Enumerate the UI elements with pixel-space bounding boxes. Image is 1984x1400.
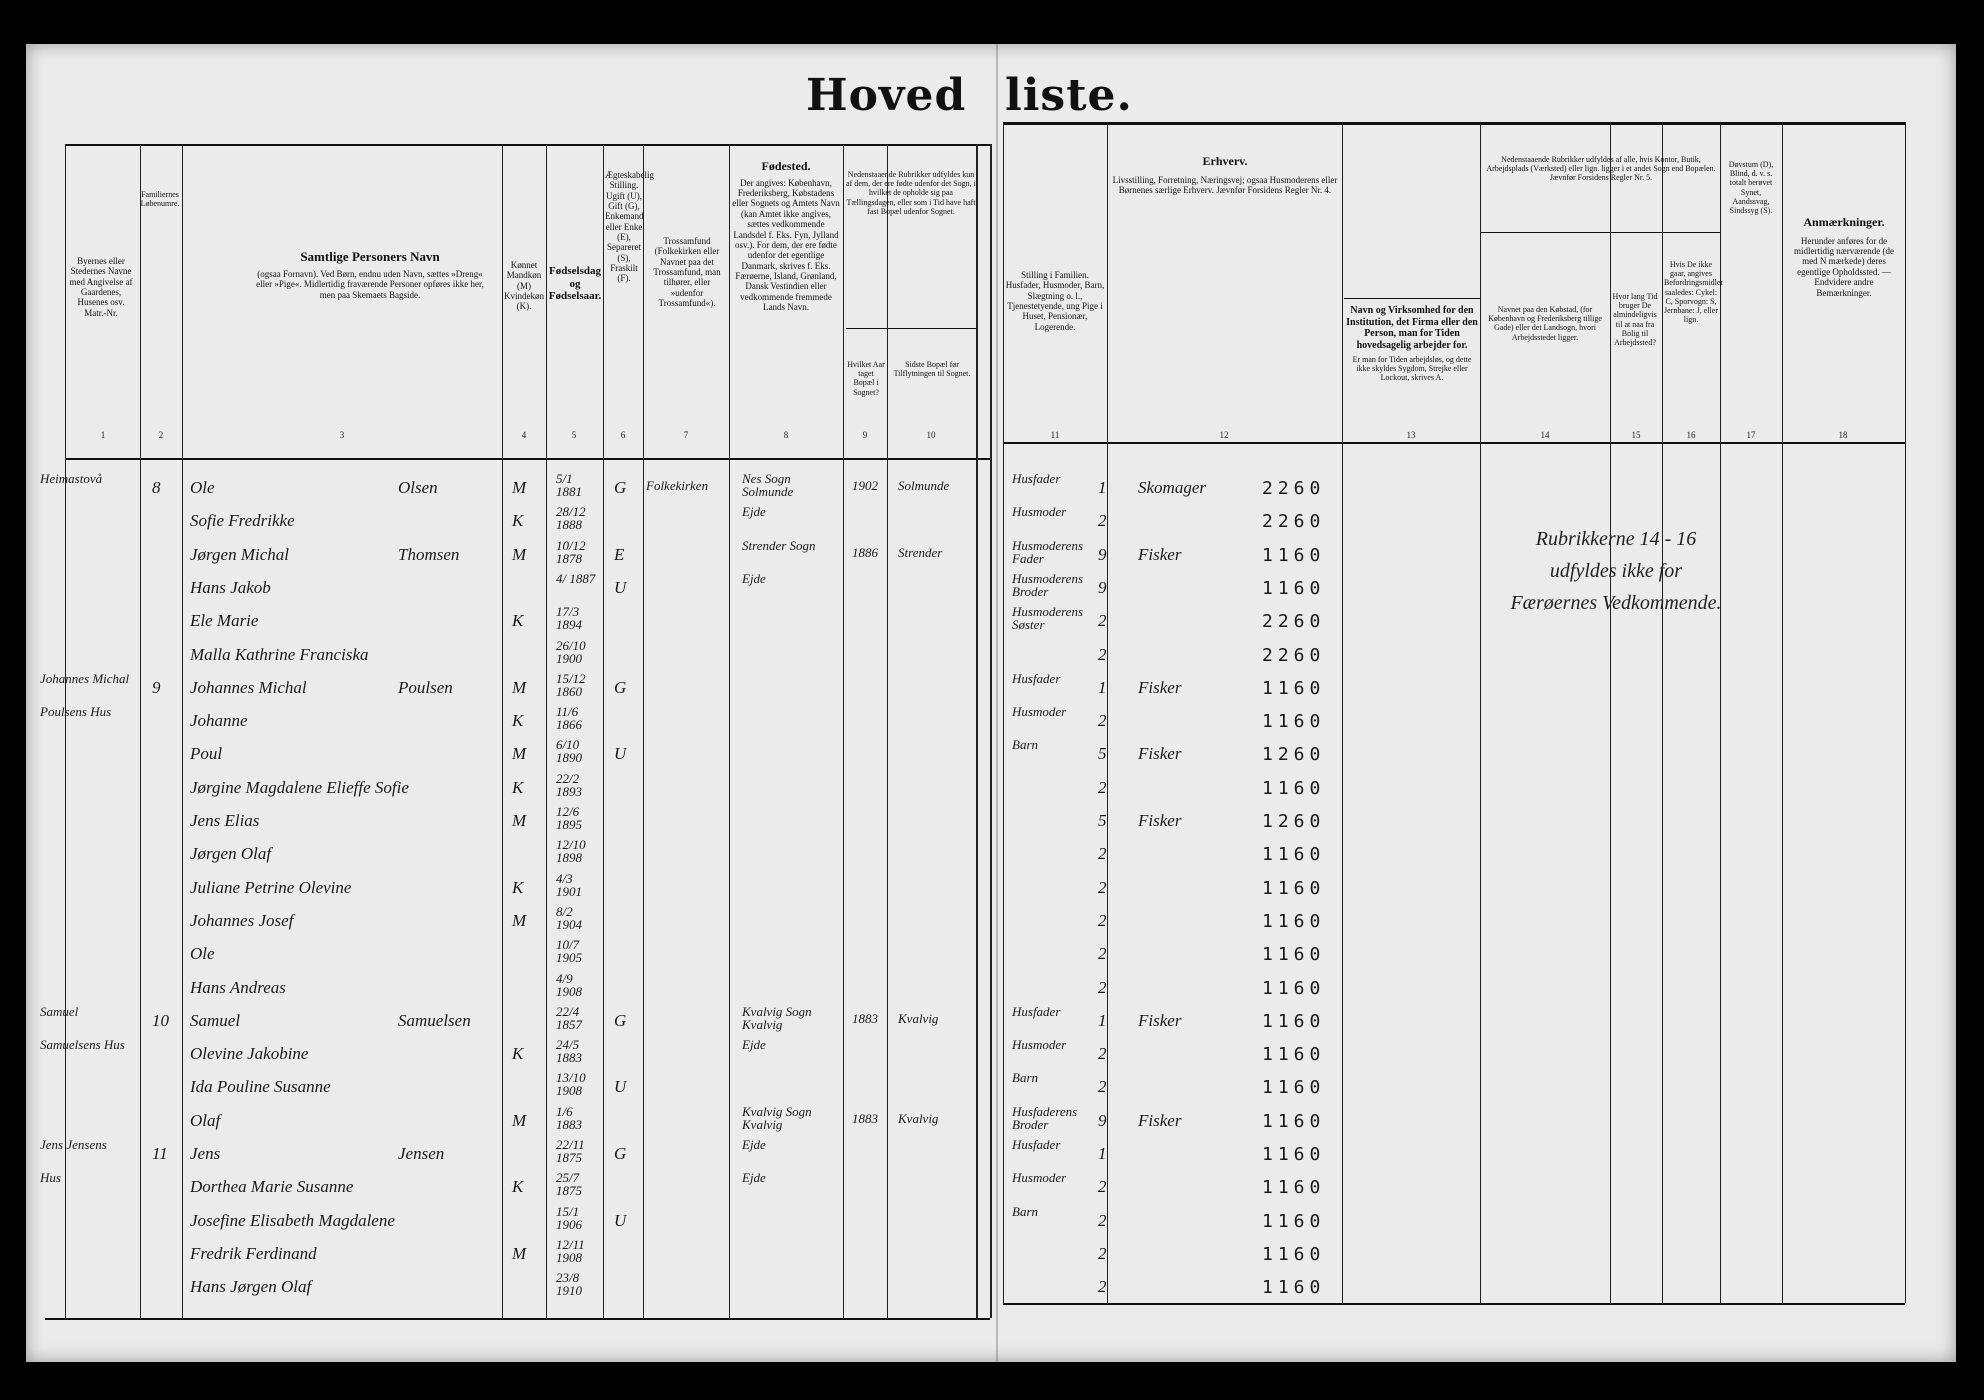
row-place: Johannes Michal	[40, 670, 130, 686]
row-rolecode: 2	[1098, 611, 1107, 631]
header-col14: Navnet paa den Købstad, (for København og Frederiksberg tillige Gade) eller det Landsogn, hvori Arbejdsstedet ligger.	[1488, 305, 1602, 342]
header-col4: Kønnet Mandkøn (M) Kvindekøn (K).	[504, 260, 544, 312]
row-sex: K	[512, 777, 524, 797]
row-civil: G	[614, 478, 627, 497]
row-name: Josefine Elisabeth Magdalene	[190, 1210, 395, 1230]
row-birth: 12/11 1908	[556, 1236, 585, 1265]
column-rule	[887, 144, 888, 1318]
column-rule	[546, 144, 547, 1318]
header-col10: Sidste Bopæl før Tilflytningen til Sognet.	[893, 360, 971, 379]
column-number: 3	[339, 430, 345, 440]
title-word-liste: liste.	[1005, 70, 1133, 121]
header-col9-10: Nedenstaaende Rubrikker udfyldes kun af dem, der ere fødte udenfor det Sogn, i hvilket de opholde sig paa Tællingsdagen, eller som i Tid have haft fast Bopæl udenfor Sognet.	[846, 170, 976, 216]
column-rule	[976, 144, 978, 1318]
row-fam: 10	[152, 1010, 169, 1030]
row-occ: Fisker	[1138, 677, 1182, 697]
row-code: 1160	[1262, 1110, 1326, 1132]
row-code: 1160	[1262, 844, 1326, 866]
row-rolecode: 1	[1098, 1010, 1107, 1030]
row-rolecode: 2	[1098, 844, 1107, 864]
column-number: 13	[1406, 430, 1416, 440]
row-birthplace: Ejde	[742, 504, 766, 520]
column-number: 18	[1838, 430, 1848, 440]
header-col14-16: Nedenstaaende Rubrikker udfyldes af alle, hvis Kontor, Butik, Arbejdsplads (Værksted) eller lign. ligger i et andet Sogn end Bopælen. Jævnfør Forsidens Regler Nr. 5.	[1486, 155, 1716, 183]
row-birth: 17/3 1894	[556, 604, 582, 633]
row-name: Malla Kathrine Franciska	[190, 644, 369, 664]
column-number: 8	[783, 430, 789, 440]
column-number: 5	[571, 430, 577, 440]
row-place: Jens Jensens	[40, 1137, 107, 1152]
row-name: Dorthea Marie Susanne	[190, 1177, 354, 1197]
row-birth: 1/6 1883	[556, 1103, 582, 1132]
column-rule	[502, 144, 503, 1318]
row-code: 1160	[1262, 1277, 1326, 1299]
row-code: 2260	[1262, 611, 1326, 633]
header-col3	[250, 250, 490, 300]
row-rolecode: 2	[1098, 910, 1107, 930]
top-rule-right	[1003, 122, 1905, 125]
row-birthplace: Kvalvig Sogn Kvalvig	[742, 1103, 812, 1132]
row-role: Husmoderens Broder	[1012, 570, 1084, 599]
header-col3-title: Samtlige Personers Navn	[300, 249, 440, 264]
row-rolecode: 9	[1098, 544, 1107, 564]
column-number: 15	[1631, 430, 1641, 440]
row-place: Heimastovå	[40, 471, 103, 486]
row-prev: Kvalvig	[898, 1110, 939, 1126]
row-code: 1260	[1262, 811, 1326, 832]
row-name: Ole	[190, 944, 215, 964]
c9-c10-subrule	[846, 328, 976, 329]
row-code: 1160	[1262, 1210, 1326, 1232]
row-name: Jørgen Michal	[190, 544, 289, 564]
header-col18-body: Herunder anføres for de midlertidig nærværende (de med N mærkede) deres egentlige Opholdssted. — Endvidere andre Bemærkninger.	[1794, 235, 1894, 298]
row-code: 1160	[1262, 1077, 1326, 1099]
row-civil: E	[614, 544, 625, 564]
row-name: Hans Jørgen Olaf	[190, 1277, 312, 1297]
row-role: Husfader	[1012, 471, 1061, 486]
row-occ: Skomager	[1138, 478, 1206, 497]
row-name: Johanne	[190, 711, 248, 731]
column-number: 1	[100, 430, 106, 440]
row-code: 1160	[1262, 1177, 1326, 1199]
row-place: Hus	[40, 1170, 61, 1186]
column-rule	[843, 144, 844, 1318]
row-rolecode: 2	[1098, 644, 1107, 664]
row-rolecode: 1	[1098, 478, 1107, 497]
header-col18	[1786, 216, 1902, 298]
row-name: Ida Pouline Susanne	[190, 1077, 331, 1097]
header-col8-title: Fødested.	[761, 159, 811, 173]
row-code: 1160	[1262, 1144, 1326, 1165]
row-code: 2260	[1262, 478, 1326, 499]
header-col1: Byernes eller Stedernes Navne med Angivelse af Gaardenes, Husenes osv. Matr.-Nr.	[69, 256, 133, 318]
header-bottom-rule-left	[65, 458, 990, 460]
column-number: 7	[683, 430, 689, 440]
header-col17: Døvstum (D), Blind, d. v. s. totalt berøvet Synet, Aandssvag, Sindssyg (S).	[1728, 160, 1774, 215]
row-civil: U	[614, 1210, 627, 1230]
column-number: 9	[862, 430, 868, 440]
row-civil: G	[614, 677, 627, 697]
row-role: Husfader	[1012, 670, 1061, 686]
row-name: Jens	[190, 1144, 221, 1163]
row-rolecode: 5	[1098, 811, 1107, 830]
row-year: 1883	[852, 1110, 878, 1126]
row-surname: Poulsen	[398, 677, 453, 697]
row-occ: Fisker	[1138, 1010, 1182, 1030]
column-number: 17	[1746, 430, 1756, 440]
row-birthplace: Ejde	[742, 1170, 766, 1186]
column-rule	[1342, 122, 1343, 1303]
row-surname: Olsen	[398, 478, 438, 497]
row-role: Husmoderens Fader	[1012, 537, 1084, 566]
row-sex: K	[512, 611, 524, 631]
row-sex: M	[512, 544, 527, 564]
header-col3-body: (ogsaa Fornavn). Ved Børn, endnu uden Navn, sættes »Dreng« eller »Pige«. Midlertidig fraværende Personer opføres ikke her, men paa Skemaets Bagside.	[256, 268, 484, 300]
row-rolecode: 2	[1098, 1243, 1107, 1263]
row-birthplace: Kvalvig Sogn Kvalvig	[742, 1003, 812, 1032]
row-sex: K	[512, 1177, 524, 1197]
header-col8	[732, 160, 840, 312]
row-birth: 12/10 1898	[556, 837, 586, 866]
column-number: 4	[521, 430, 527, 440]
row-name: Jens Elias	[190, 811, 260, 830]
header-col13-title: Navn og Virksomhed for den Institution, det Firma eller den Person, man for Tiden hovedsagelig arbejder for.	[1346, 305, 1478, 351]
row-sex: K	[512, 877, 524, 897]
row-role: Husmoder	[1012, 504, 1067, 520]
row-code: 2260	[1262, 644, 1326, 666]
row-role: Husmoder	[1012, 1037, 1067, 1053]
row-birth: 4/ 1887	[556, 570, 596, 586]
header-col6: Ægteskabelig Stilling. Ugift (U), Gift (G), Enkemand eller Enke (E), Separeret (S), Fraskilt (F).	[605, 170, 654, 284]
row-rolecode: 2	[1098, 1077, 1107, 1097]
column-rule	[1720, 122, 1721, 1303]
row-name: Jørgine Magdalene Elieffe Sofie	[190, 777, 409, 797]
row-birthplace: Ejde	[742, 570, 766, 586]
row-rolecode: 1	[1098, 1144, 1107, 1163]
column-number: 11	[1050, 430, 1060, 440]
row-surname: Thomsen	[398, 544, 460, 564]
row-code: 1260	[1262, 744, 1326, 766]
row-rolecode: 2	[1098, 711, 1107, 731]
row-civil: U	[614, 744, 627, 764]
row-surname: Jensen	[398, 1144, 445, 1163]
column-number: 2	[158, 430, 164, 440]
row-name: Hans Andreas	[190, 977, 286, 997]
row-prev: Solmunde	[898, 478, 950, 493]
row-birthplace: Ejde	[742, 1137, 766, 1152]
row-name: Johannes Josef	[190, 910, 294, 930]
row-code: 2260	[1262, 511, 1326, 533]
row-code: 1160	[1262, 677, 1326, 699]
page-fold	[996, 44, 998, 1362]
c13-subrule	[1344, 298, 1480, 299]
row-rolecode: 2	[1098, 511, 1107, 531]
row-occ: Fisker	[1138, 544, 1182, 564]
row-civil: G	[614, 1144, 627, 1163]
row-name: Jørgen Olaf	[190, 844, 272, 864]
row-role: Barn	[1012, 1203, 1038, 1219]
column-rule	[1107, 122, 1108, 1303]
row-birth: 11/6 1866	[556, 704, 582, 733]
row-code: 1160	[1262, 777, 1326, 799]
row-name: Johannes Michal	[190, 677, 307, 697]
header-col16: Hvis De ikke gaar, angives Befordringsmidlet saaledes: Cykel: C, Sporvogn: S, Jernbane: J, eller lign.	[1664, 260, 1723, 325]
row-surname: Samuelsen	[398, 1010, 471, 1030]
bottom-rule-right	[1003, 1303, 1905, 1305]
header-col12	[1110, 155, 1340, 195]
header-col12-title: Erhverv.	[1202, 154, 1248, 168]
column-number: 16	[1686, 430, 1696, 440]
row-code: 1160	[1262, 877, 1326, 899]
row-sex: M	[512, 744, 527, 764]
margin-note-line1: Rubrikkerne 14 - 16	[1535, 528, 1697, 550]
row-sex: K	[512, 1044, 524, 1064]
row-prev: Strender	[898, 544, 943, 560]
row-birth: 4/3 1901	[556, 870, 582, 899]
column-rule	[990, 144, 992, 1318]
row-code: 1160	[1262, 910, 1326, 932]
row-birthplace: Ejde	[742, 1037, 766, 1053]
row-code: 1160	[1262, 711, 1326, 733]
row-occ: Fisker	[1138, 811, 1182, 830]
row-rolecode: 2	[1098, 777, 1107, 797]
c14-16-subrule	[1480, 232, 1720, 233]
header-col12-body: Livsstilling, Forretning, Næringsvej; ogsaa Husmoderens eller Børnenes særlige Erhverv. Jævnfør Forsidens Regler Nr. 4.	[1112, 174, 1338, 196]
row-birth: 13/10 1908	[556, 1070, 586, 1099]
row-rolecode: 2	[1098, 944, 1107, 964]
row-birth: 23/8 1910	[556, 1270, 582, 1299]
column-number: 12	[1219, 430, 1229, 440]
row-role: Husmoder	[1012, 1170, 1067, 1186]
row-birth: 10/7 1905	[556, 937, 582, 966]
row-birth: 15/12 1860	[556, 670, 586, 699]
row-birth: 28/12 1888	[556, 504, 586, 533]
row-civil: G	[614, 1010, 627, 1030]
row-role: Barn	[1012, 1070, 1038, 1086]
row-code: 1160	[1262, 577, 1326, 599]
row-birth: 15/1 1906	[556, 1203, 582, 1232]
row-rolecode: 2	[1098, 1044, 1107, 1064]
column-number: 6	[620, 430, 626, 440]
row-prev: Kvalvig	[898, 1010, 939, 1026]
row-sex: M	[512, 478, 527, 497]
row-code: 1160	[1262, 1243, 1326, 1265]
row-rolecode: 2	[1098, 977, 1107, 997]
row-birth: 4/9 1908	[556, 970, 582, 999]
row-name: Hans Jakob	[190, 577, 271, 597]
row-fam: 8	[152, 478, 161, 497]
row-place: Samuel	[40, 1003, 79, 1019]
row-birth: 24/5 1883	[556, 1037, 582, 1066]
row-rolecode: 9	[1098, 577, 1107, 597]
row-name: Sofie Fredrikke	[190, 511, 295, 531]
header-col13-body: Er man for Tiden arbejdsløs, og dette ikke skyldes Sygdom, Strejke eller Lockout, skrives A.	[1352, 355, 1472, 383]
row-occ: Fisker	[1138, 744, 1182, 764]
column-rule	[140, 144, 141, 1318]
row-sex: M	[512, 811, 527, 830]
row-rolecode: 2	[1098, 1177, 1107, 1197]
row-rolecode: 9	[1098, 1110, 1107, 1130]
row-birthplace: Strender Sogn	[742, 537, 816, 553]
column-number: 10	[926, 430, 936, 440]
margin-note	[1496, 523, 1736, 619]
header-col8-body: Der angives: København, Frederiksberg, Købstadens eller Sognets og Amtets Navn (kan Amtet ikke angives, sættes vedkommende Landsdel f. Eks. Fyn, Jylland osv.). For dem, der ere fødte udenfor det egentlige Danmark, skrives f. Eks. Færøerne, Island, Grønland, Dansk Vestindien eller vedkommende fremmede Lands Navn.	[732, 177, 840, 312]
row-name: Fredrik Ferdinand	[190, 1243, 317, 1263]
row-birth: 8/2 1904	[556, 903, 582, 932]
column-rule	[603, 144, 604, 1318]
row-birth: 22/11 1875	[556, 1137, 585, 1165]
row-birth: 5/1 1881	[556, 471, 582, 499]
row-year: 1883	[852, 1010, 878, 1026]
margin-note-line2: udfyldes ikke for	[1549, 560, 1683, 582]
header-col7: Trossamfund (Folkekirken eller Navnet paa det Trossamfund, man tilhører, eller »udenfor Trossamfund«).	[653, 236, 721, 309]
row-fam: 9	[152, 677, 161, 697]
column-rule	[182, 144, 183, 1318]
row-birthplace: Nes Sogn Solmunde	[742, 471, 794, 499]
bottom-rule-left	[45, 1318, 990, 1320]
row-sex: M	[512, 1110, 527, 1130]
row-civil: U	[614, 1077, 627, 1097]
column-rule	[1003, 122, 1004, 1303]
column-rule	[1480, 122, 1481, 1303]
row-name: Juliane Petrine Olevine	[190, 877, 352, 897]
row-rolecode: 1	[1098, 677, 1107, 697]
row-birth: 12/6 1895	[556, 804, 582, 832]
row-name: Olaf	[190, 1110, 221, 1130]
row-birth: 25/7 1875	[556, 1170, 582, 1199]
header-bottom-rule-right	[1003, 442, 1905, 444]
header-col13	[1346, 305, 1478, 383]
row-role: Husmoderens Søster	[1012, 604, 1084, 633]
row-occ: Fisker	[1138, 1110, 1182, 1130]
row-code: 1160	[1262, 1044, 1326, 1066]
header-col2: Familiernes Løbenumre.	[140, 190, 180, 209]
row-name: Ele Marie	[190, 611, 259, 631]
row-rolecode: 2	[1098, 1277, 1107, 1297]
row-code: 1160	[1262, 544, 1326, 566]
row-role: Barn	[1012, 737, 1038, 753]
row-sex: M	[512, 677, 527, 697]
row-fam: 11	[152, 1144, 168, 1163]
column-rule	[1782, 122, 1783, 1303]
row-birth: 6/10 1890	[556, 737, 582, 766]
row-year: 1902	[852, 478, 878, 493]
column-number: 14	[1540, 430, 1550, 440]
row-rolecode: 2	[1098, 1210, 1107, 1230]
row-name: Ole	[190, 478, 215, 497]
row-birth: 22/2 1893	[556, 770, 582, 799]
row-sex: K	[512, 511, 524, 531]
top-rule-left	[65, 144, 990, 146]
row-role: Husfader	[1012, 1137, 1061, 1152]
row-birth: 10/12 1878	[556, 537, 586, 566]
row-sex: K	[512, 711, 524, 731]
header-col18-title: Anmærkninger.	[1803, 215, 1885, 229]
row-code: 1160	[1262, 977, 1326, 999]
header-col11: Stilling i Familien. Husfader, Husmoder, Barn, Slægtning o. l., Tjenestetyende, ung Pige i Huset, Pensionær, Logerende.	[1005, 270, 1105, 332]
row-name: Samuel	[190, 1010, 241, 1030]
row-civil: U	[614, 577, 627, 597]
row-name: Poul	[190, 744, 223, 764]
row-birth: 22/4 1857	[556, 1003, 582, 1032]
margin-note-line3: Færøernes Vedkommende.	[1510, 592, 1722, 614]
row-code: 1160	[1262, 944, 1326, 966]
row-role: Husfaderens Broder	[1012, 1103, 1078, 1132]
column-rule	[1905, 122, 1906, 1303]
row-year: 1886	[852, 544, 878, 560]
column-rule	[1662, 122, 1663, 1303]
row-faith: Folkekirken	[646, 478, 709, 493]
row-code: 1160	[1262, 1010, 1326, 1032]
row-sex: M	[512, 910, 527, 930]
row-place: Samuelsens Hus	[40, 1037, 125, 1053]
row-birth: 26/10 1900	[556, 637, 586, 666]
row-role: Husmoder	[1012, 704, 1067, 720]
row-role: Husfader	[1012, 1003, 1061, 1019]
header-col15: Hvor lang Tid bruger De almindeligvis til at naa fra Bolig til Arbejdssted?	[1612, 292, 1658, 347]
row-rolecode: 5	[1098, 744, 1107, 764]
column-rule	[643, 144, 644, 1318]
header-col5: Fødselsdag og Fødselsaar.	[548, 265, 602, 303]
row-rolecode: 2	[1098, 877, 1107, 897]
column-rule	[729, 144, 730, 1318]
header-col9: Hvilket Aar taget Bopæl i Sognet?	[847, 360, 885, 397]
row-place: Poulsens Hus	[40, 704, 112, 720]
row-name: Olevine Jakobine	[190, 1044, 309, 1064]
row-sex: M	[512, 1243, 527, 1263]
title-word-hoved: Hoved	[806, 70, 967, 121]
